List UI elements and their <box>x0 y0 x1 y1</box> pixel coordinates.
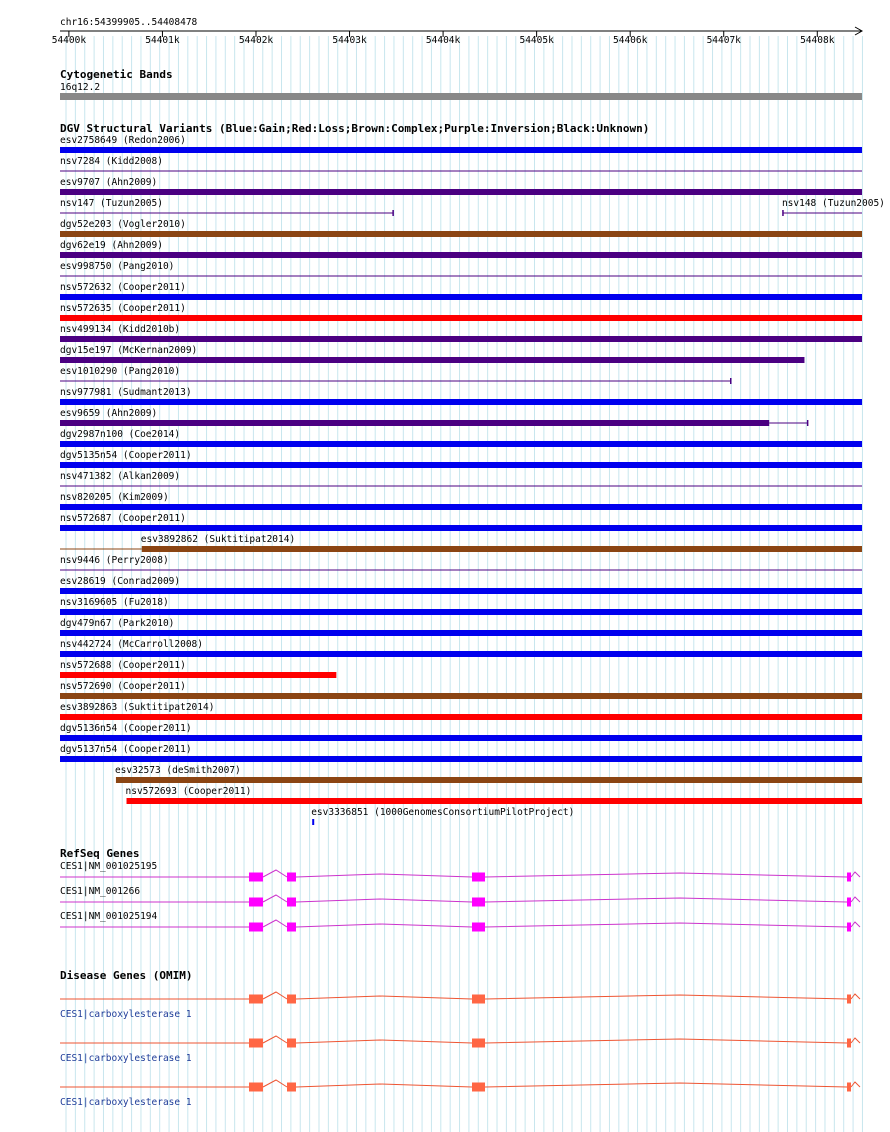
dgv-feature[interactable] <box>60 492 862 510</box>
refseq-transcript-label: CES1|NM_001266 <box>60 886 141 897</box>
dgv-feature-bar[interactable] <box>60 189 862 195</box>
ruler-tick-label: 54401k <box>145 35 180 46</box>
gene-exon[interactable] <box>847 995 851 1004</box>
gene-exon[interactable] <box>287 995 296 1004</box>
ruler-tick-label: 54408k <box>800 35 835 46</box>
gene-exon[interactable] <box>847 1039 851 1048</box>
dgv-feature-bar[interactable] <box>60 462 862 468</box>
dgv-feature-label: dgv52e203 (Vogler2010) <box>60 219 186 230</box>
gene-exon[interactable] <box>847 923 851 932</box>
dgv-feature-label: nsv572687 (Cooper2011) <box>60 513 186 524</box>
dgv-feature-bar[interactable] <box>60 735 862 741</box>
dgv-feature-label: esv998750 (Pang2010) <box>60 261 175 272</box>
dgv-feature-bar[interactable] <box>142 546 862 552</box>
dgv-feature[interactable] <box>60 597 862 615</box>
dgv-feature-bar[interactable] <box>60 399 862 405</box>
dgv-feature-bar[interactable] <box>60 252 862 258</box>
dgv-feature-label: nsv442724 (McCarroll2008) <box>60 639 203 650</box>
gene-exon[interactable] <box>249 898 263 907</box>
dgv-feature-label: dgv479n67 (Park2010) <box>60 618 175 629</box>
gene-exon[interactable] <box>249 923 263 932</box>
gene-exon[interactable] <box>472 1083 485 1092</box>
dgv-feature-label: dgv5136n54 (Cooper2011) <box>60 723 192 734</box>
dgv-feature-bar[interactable] <box>312 819 314 825</box>
dgv-feature[interactable] <box>60 366 731 384</box>
ruler-tick-label: 54402k <box>238 35 274 46</box>
ruler-ticks <box>52 31 835 46</box>
dgv-feature-label: dgv62e19 (Ahn2009) <box>60 240 163 251</box>
gene-exon[interactable] <box>287 923 296 932</box>
dgv-feature[interactable] <box>60 303 862 321</box>
refseq-track-title: RefSeq Genes <box>60 847 140 860</box>
dgv-feature-bar[interactable] <box>60 420 769 426</box>
gene-exon[interactable] <box>847 898 851 907</box>
dgv-feature[interactable] <box>60 618 862 636</box>
omim-gene-label[interactable]: CES1|carboxylesterase 1 <box>60 1097 192 1108</box>
gene-exon[interactable] <box>287 873 296 882</box>
dgv-feature-bar[interactable] <box>60 441 862 447</box>
omim-track-title: Disease Genes (OMIM) <box>60 969 193 982</box>
dgv-feature[interactable] <box>782 198 885 216</box>
dgv-feature-label: nsv572635 (Cooper2011) <box>60 303 186 314</box>
dgv-feature[interactable] <box>60 345 804 363</box>
dgv-feature-bar[interactable] <box>60 588 862 594</box>
dgv-feature-label: nsv147 (Tuzun2005) <box>60 198 163 209</box>
dgv-feature[interactable] <box>60 576 862 594</box>
dgv-feature[interactable] <box>60 156 862 171</box>
dgv-feature-label: dgv5137n54 (Cooper2011) <box>60 744 192 755</box>
dgv-feature[interactable] <box>126 786 862 804</box>
gene-exon[interactable] <box>287 898 296 907</box>
dgv-feature-bar[interactable] <box>60 357 804 363</box>
dgv-feature[interactable] <box>60 639 862 657</box>
dgv-feature-label: nsv572690 (Cooper2011) <box>60 681 186 692</box>
gene-exon[interactable] <box>847 1083 851 1092</box>
dgv-feature-bar[interactable] <box>60 630 862 636</box>
dgv-feature-label: esv2758649 (Redon2006) <box>60 135 186 146</box>
dgv-feature-label: nsv572693 (Cooper2011) <box>125 786 252 797</box>
ruler-tick-label: 54406k <box>613 35 648 46</box>
dgv-feature-bar[interactable] <box>60 231 862 237</box>
dgv-feature-bar[interactable] <box>60 672 336 678</box>
dgv-feature[interactable] <box>60 513 862 531</box>
dgv-feature-label: nsv7284 (Kidd2008) <box>60 156 163 167</box>
dgv-feature-bar[interactable] <box>60 693 862 699</box>
dgv-feature-label: esv3892862 (Suktitipat2014) <box>140 534 296 545</box>
dgv-feature-label: dgv2987n100 (Coe2014) <box>60 429 181 440</box>
ruler-tick-label: 54407k <box>706 35 741 46</box>
cytoband-label: 16q12.2 <box>60 82 101 93</box>
vertical-gridlines <box>66 36 862 1132</box>
refseq-transcript-label: CES1|NM_001025194 <box>60 911 158 922</box>
dgv-feature-label: esv32573 (deSmith2007) <box>114 765 241 776</box>
dgv-feature[interactable] <box>60 660 336 678</box>
dgv-feature-label: dgv5135n54 (Cooper2011) <box>60 450 192 461</box>
dgv-feature[interactable] <box>60 681 862 699</box>
gene-exon[interactable] <box>847 873 851 882</box>
dgv-feature[interactable] <box>60 450 862 468</box>
omim-gene-label[interactable]: CES1|carboxylesterase 1 <box>60 1053 192 1064</box>
dgv-feature-bar[interactable] <box>60 756 862 762</box>
gene-exon[interactable] <box>287 1039 296 1048</box>
ruler-tick-label: 54400k <box>51 35 87 46</box>
ruler-tick-label: 54405k <box>519 35 554 46</box>
dgv-features <box>60 135 885 825</box>
gene-exon[interactable] <box>472 923 485 932</box>
gene-exon[interactable] <box>472 995 485 1004</box>
dgv-feature[interactable] <box>60 198 393 216</box>
dgv-feature-label: nsv820205 (Kim2009) <box>60 492 169 503</box>
dgv-feature-bar[interactable] <box>116 777 862 783</box>
dgv-feature[interactable] <box>60 744 862 762</box>
gene-exon[interactable] <box>249 1039 263 1048</box>
dgv-feature-label: nsv148 (Tuzun2005) <box>781 198 885 209</box>
dgv-feature-bar[interactable] <box>60 504 862 510</box>
omim-gene-label[interactable]: CES1|carboxylesterase 1 <box>60 1009 192 1020</box>
cytoband-track <box>60 68 862 100</box>
dgv-feature-label: nsv9446 (Perry2008) <box>60 555 169 566</box>
dgv-feature-label: dgv15e197 (McKernan2009) <box>60 345 198 356</box>
dgv-feature-bar[interactable] <box>60 609 862 615</box>
dgv-feature[interactable] <box>60 387 862 405</box>
dgv-feature[interactable] <box>60 534 862 552</box>
gene-exon[interactable] <box>249 995 263 1004</box>
dgv-feature-bar[interactable] <box>60 315 862 321</box>
dgv-feature-label: esv3892863 (Suktitipat2014) <box>60 702 215 713</box>
coordinate-ruler <box>52 17 862 46</box>
ruler-tick-label: 54403k <box>332 35 367 46</box>
gene-exon[interactable] <box>472 1039 485 1048</box>
gene-exon[interactable] <box>249 1083 263 1092</box>
dgv-feature-label: nsv572688 (Cooper2011) <box>60 660 186 671</box>
dgv-feature[interactable] <box>60 471 862 486</box>
dgv-feature[interactable] <box>60 429 862 447</box>
dgv-feature[interactable] <box>60 135 862 153</box>
dgv-feature[interactable] <box>60 555 862 570</box>
dgv-feature[interactable] <box>60 282 862 300</box>
dgv-feature[interactable] <box>60 408 808 426</box>
ruler-tick-label: 54404k <box>425 35 461 46</box>
ruler-location-label: chr16:54399905..54408478 <box>60 17 198 28</box>
dgv-feature[interactable] <box>60 219 862 237</box>
dgv-feature-label: esv9659 (Ahn2009) <box>60 408 158 419</box>
dgv-feature[interactable] <box>60 240 862 258</box>
dgv-feature-label: nsv471382 (Alkan2009) <box>60 471 181 482</box>
dgv-feature-label: nsv977981 (Sudmant2013) <box>60 387 192 398</box>
dgv-feature-label: esv1010290 (Pang2010) <box>60 366 181 377</box>
dgv-feature[interactable] <box>60 723 862 741</box>
dgv-feature-bar[interactable] <box>60 714 862 720</box>
dgv-feature-bar[interactable] <box>60 651 862 657</box>
refseq-transcript-label: CES1|NM_001025195 <box>60 861 158 872</box>
gene-exon[interactable] <box>472 873 485 882</box>
dgv-feature-bar[interactable] <box>60 147 862 153</box>
dgv-feature-label: esv9707 (Ahn2009) <box>60 177 158 188</box>
dgv-feature-label: nsv572632 (Cooper2011) <box>60 282 186 293</box>
dgv-feature[interactable] <box>60 324 862 342</box>
dgv-feature-bar[interactable] <box>60 294 862 300</box>
gene-exon[interactable] <box>287 1083 296 1092</box>
dgv-feature-bar[interactable] <box>127 798 862 804</box>
dgv-feature-label: esv28619 (Conrad2009) <box>60 576 181 587</box>
dgv-track <box>60 122 885 825</box>
dgv-feature-label: esv3336851 (1000GenomesConsortiumPilotProject) <box>311 807 575 818</box>
dgv-feature-label: nsv499134 (Kidd2010b) <box>60 324 181 335</box>
gene-exon[interactable] <box>249 873 263 882</box>
dgv-track-title: DGV Structural Variants (Blue:Gain;Red:Loss;Brown:Complex;Purple:Inversion;Black:Unknown) <box>60 122 650 135</box>
cytoband-track-title: Cytogenetic Bands <box>60 68 173 81</box>
dgv-feature-bar[interactable] <box>60 525 862 531</box>
dgv-feature-bar[interactable] <box>60 336 862 342</box>
dgv-feature[interactable] <box>60 261 862 276</box>
dgv-feature-label: nsv3169605 (Fu2018) <box>60 597 169 608</box>
dgv-feature[interactable] <box>60 177 862 195</box>
dgv-feature[interactable] <box>60 702 862 720</box>
cytoband-bar[interactable] <box>60 93 862 100</box>
gene-exon[interactable] <box>472 898 485 907</box>
